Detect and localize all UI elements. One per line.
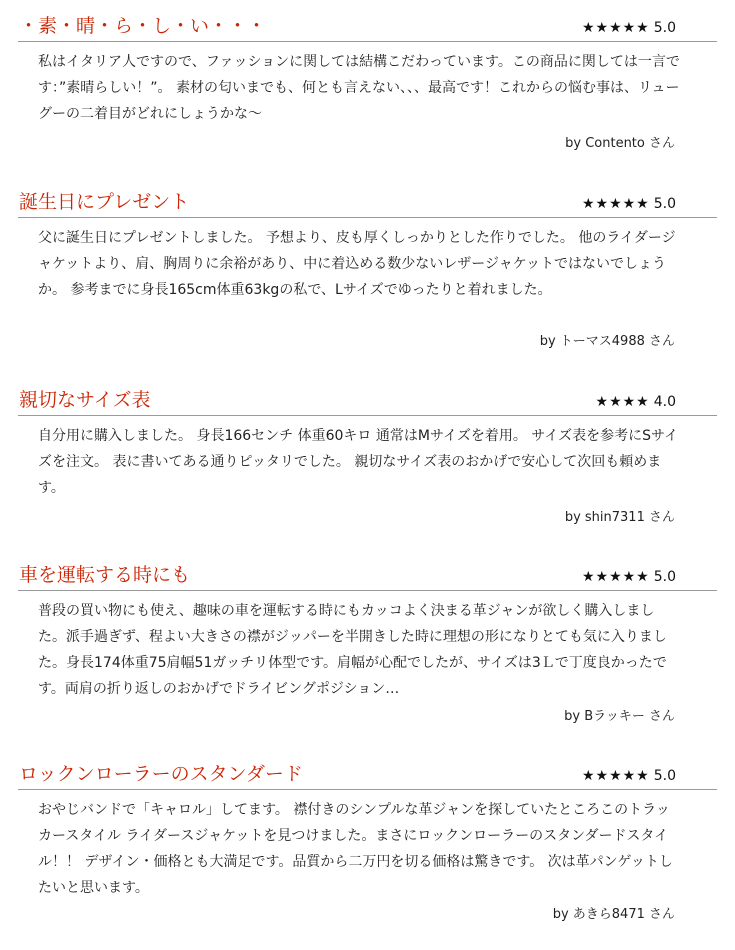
review-text: 自分用に購入しました。 身長166センチ 体重60キロ 通常はMサイズを着用。 サイズ表を参考にSサイズを注文。 表に書いてある通りピッタリでした。 親切なサイズ表のおかげで安心して次回も頼めます。	[38, 428, 679, 496]
review-rating	[582, 569, 676, 585]
divider	[18, 789, 717, 790]
star-rating-icon: ★★★★★	[581, 768, 650, 784]
rating-score: 4.0	[653, 394, 676, 410]
review-card	[0, 551, 735, 731]
review-title: 誕生日にプレゼント	[19, 191, 190, 213]
review-header	[0, 376, 735, 416]
rating-score: 5.0	[653, 196, 676, 212]
review-author: by shin7311 さん	[564, 510, 675, 525]
review-text: 私はイタリア人ですので、ファッションに関しては結構こだわっています。この商品に関しては一言です：”素晴らしい！”。 素材の匂いまでも、何とも言えない、、、最高です！これからの悩む事は、リューグーの二着目がどれにしょうかな〜	[38, 54, 680, 122]
review-rating	[582, 768, 676, 784]
star-rating-icon: ★★★★	[595, 394, 650, 410]
review-rating	[582, 196, 676, 212]
star-rating-icon: ★★★★★	[581, 569, 650, 585]
review-author: by Contento さん	[565, 136, 675, 151]
review-header	[0, 178, 735, 218]
divider	[18, 590, 717, 591]
review-header	[0, 750, 735, 790]
review-card	[0, 178, 735, 358]
rating-score: 5.0	[653, 768, 676, 784]
star-rating-icon: ★★★★★	[581, 20, 650, 36]
review-author: by トーマス4988 さん	[539, 334, 675, 349]
review-card	[0, 750, 735, 930]
review-text: おやじバンドで「キャロル」してます。 襟付きのシンプルな革ジャンを探していたところこのトラッカースタイル ライダースジャケットを見つけました。まさにロックンローラーのスタンダードスタイル！！ デザイン・価格とも大満足です。品質から二万円を切る価格は驚きです。 次は革パンゲットしたいと思います。	[38, 802, 673, 896]
review-title: 親切なサイズ表	[19, 389, 151, 411]
rating-score: 5.0	[653, 569, 676, 585]
review-title: ・素・晴・ら・し・い・・・	[19, 15, 267, 37]
review-card	[0, 376, 735, 526]
review-rating	[582, 20, 676, 36]
review-author: by Bラッキー さん	[564, 709, 675, 724]
rating-score: 5.0	[653, 20, 676, 36]
review-text: 父に誕生日にプレゼントしました。 予想より、皮も厚くしっかりとした作りでした。 他のライダージャケットより、肩、胸周りに余裕があり、中に着込める数少ないレザージャケットではないでしょうか。 参考までに身長165cm体重63kgの私で、Lサイズでゆったりと着れました。	[38, 230, 676, 298]
review-header	[0, 2, 735, 42]
divider	[18, 415, 717, 416]
review-card	[0, 2, 735, 162]
review-text: 普段の買い物にも使え、趣味の車を運転する時にもカッコよく決まる革ジャンが欲しく購入しました。派手過ぎず、程よい大きさの襟がジッパーを半開きした時に理想の形になりとても気に入りました。身長174体重75肩幅51ガッチリ体型です。肩幅が心配でしたが、サイズは3Ｌで丁度良かったです。両肩の折り返しのおかげでドライビングポジション…	[38, 603, 667, 697]
divider	[18, 41, 717, 42]
review-header	[0, 551, 735, 591]
review-title: 車を運転する時にも	[19, 564, 191, 586]
review-title: ロックンローラーのスタンダード	[19, 763, 303, 785]
star-rating-icon: ★★★★★	[581, 196, 650, 212]
divider	[18, 217, 717, 218]
review-author: by あきら8471 さん	[552, 907, 675, 922]
review-rating	[596, 394, 676, 410]
